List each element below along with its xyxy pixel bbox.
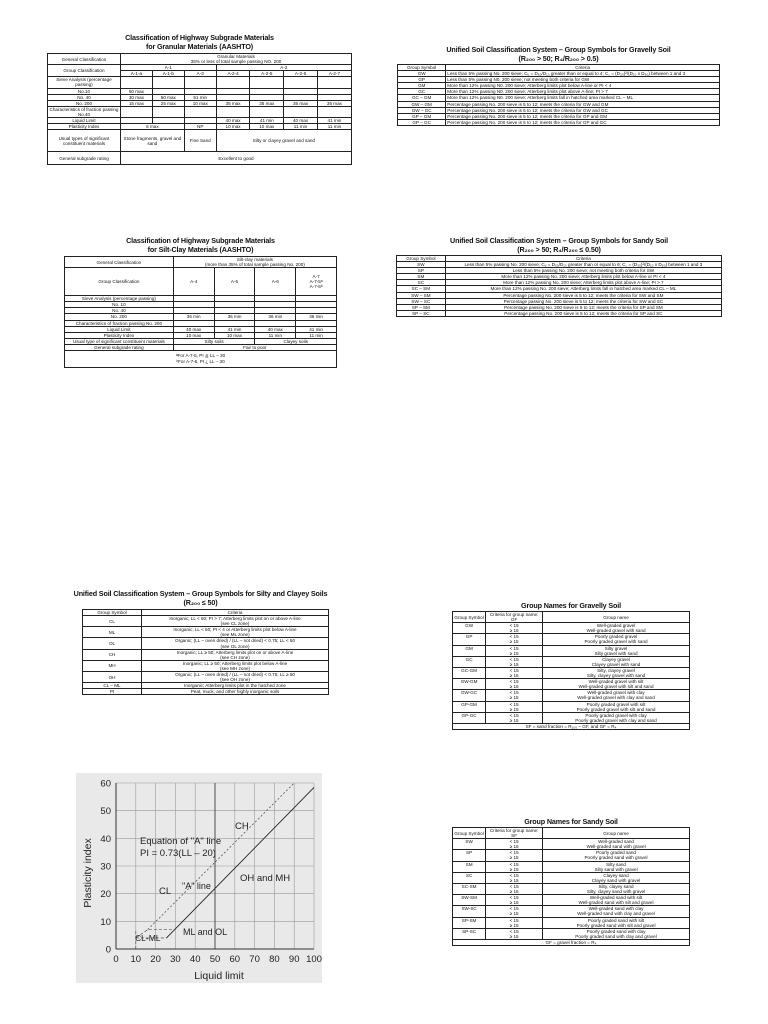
- table-siltclay-subtitle: for Silt-Clay Materials (AASHTO): [147, 245, 254, 254]
- header-cell: A-2-4: [216, 71, 250, 77]
- value-cell: 10 max: [250, 124, 284, 130]
- zone-oh-mh-label: OH and MH: [240, 873, 291, 884]
- table-row: Usual type of significant constituent materials Silty soils Clayey soils: [65, 338, 337, 344]
- header-cell: A-2-7: [317, 71, 351, 77]
- footnote-cell: [65, 351, 337, 368]
- table-row: GW-GC < 15 ≥ 15 Well-graded gravel with clay Well-graded gravel with clay and sand: [453, 690, 690, 701]
- header-cell: A-5: [214, 268, 255, 296]
- label-cell: No. 40: [48, 94, 121, 100]
- table-uscs-silty-clayey: [72, 589, 329, 695]
- table-row: [48, 130, 352, 152]
- table-row: GP – GC Percentage passing No. 200 sieve is 5 to 12; meets the criteria for GP and GC: [398, 119, 720, 125]
- value-cell: 50 max: [120, 88, 152, 94]
- table-row: GW Less than 5% passing No. 200 sieve; Cᵤ = D₆₀/D₁₀ greater than or equal to 4; C꜀ = (D₃₀)²/(D₁₀ x D₆₀) between 1 and 3: [398, 71, 720, 77]
- x-tick-label: 10: [130, 954, 142, 965]
- chart-ticks: [100, 779, 322, 966]
- table-row: GP – GM Percentage passing No. 200 sieve is 5 to 12; meets the criteria for GP and GM: [398, 113, 720, 119]
- table-row: SC < 15 ≥ 15 Clayey sand Clayey sand with gravel: [453, 872, 690, 883]
- header-cell: Group name: [543, 828, 690, 839]
- table-row: OH Organic; (LL – oven dried) / (LL – not dried) < 0.75; LL ≥ 50 (see OH zone): [83, 672, 329, 683]
- header-cell: Group Symbol: [398, 65, 446, 71]
- table-row: SW – SM Percentage passing No. 200 sieve is 5 to 12; meets the criteria for SW and SM: [397, 292, 722, 298]
- zone-ch-label: CH: [235, 821, 249, 832]
- table-granular-title: Classification of Highway Subgrade Materials: [125, 33, 274, 42]
- label-cell: Group Classification: [48, 65, 121, 77]
- label-cell: Sieve Analysis (percentage passing): [65, 296, 174, 302]
- table-row: SP Less than 5% passing No. 200 sieve; not meeting both criteria for SW: [397, 268, 722, 274]
- x-tick-label: 80: [269, 954, 280, 965]
- header-cell: A-3: [184, 71, 216, 77]
- table-row: Pt Peat, muck, and other highly inorganic soils: [83, 689, 329, 695]
- label-cell: General Classification: [48, 54, 121, 65]
- table-row: GC More than 12% passing N0. 200 sieve; Atterberg limits plot above A-line; PI > 7: [398, 89, 720, 95]
- value-cell: 35 max: [317, 100, 351, 106]
- table-row: CH Inorganic; LL ≥ 50; Atterberg limits plot on or above A-line (see CH zone): [83, 649, 329, 660]
- x-tick-label: 100: [306, 954, 322, 965]
- table-row: GW < 15 ≥ 15 Well-graded gravel Well-graded gravel with sand: [453, 623, 690, 634]
- header-cell: A-1: [120, 65, 216, 71]
- table-uscs-silty-subtitle: (R₂₀₀ ≤ 50): [183, 598, 218, 607]
- x-tick-label: 90: [288, 954, 300, 965]
- table-row: GC < 15 ≥ 15 Clayey gravel Clayey gravel with sand: [453, 656, 690, 667]
- header-cell: Criteria: [445, 256, 721, 262]
- header-cell: A-4: [173, 268, 214, 296]
- label-cell: Characteristics of fraction passing No.40: [48, 106, 121, 117]
- label-cell: Usual types of significant constituent materials: [48, 130, 121, 152]
- y-tick-label: 30: [100, 861, 111, 873]
- header-cell: A-1-b: [152, 71, 184, 77]
- value-cell: 10 max: [184, 100, 216, 106]
- siltclay-table: [64, 256, 337, 368]
- value-cell: 35 max: [216, 100, 250, 106]
- header-cell: A-2-5: [250, 71, 284, 77]
- zone-cl-ml-label: CL-ML: [135, 933, 161, 943]
- value-cell: 40 max: [216, 118, 250, 124]
- value-cell: 40 max: [284, 118, 318, 124]
- value-cell: 11 min: [317, 124, 351, 130]
- value-cell: 50 max: [152, 94, 184, 100]
- table-row: CL Inorganic; LL < 50; PI > 7; Atterberg limits plot on or above A-line (see CL zone): [83, 616, 329, 627]
- table-names-sandy: [452, 817, 690, 946]
- y-tick-label: 60: [100, 778, 111, 790]
- value-cell: Fine Sand: [184, 130, 216, 152]
- granular-table: [47, 53, 352, 165]
- label-cell: General Classification: [65, 257, 174, 268]
- header-cell: A-7 A-7-5ᵃ A-7-6ᵇ: [296, 268, 337, 296]
- y-tick-label: 40: [100, 833, 111, 845]
- table-row: SP – SC Percentage passing No. 200 sieve is 5 to 12; meets the criteria for SP and SC: [397, 310, 722, 316]
- table-siltclay-title: Classification of Highway Subgrade Materials: [126, 236, 275, 245]
- y-tick-label: 10: [100, 916, 111, 928]
- table-row: GM More than 12% passing N0. 200 sieve; Atterberg limits plot below A-line or PI < 4: [398, 83, 720, 89]
- table-row: GP-GM < 15 ≥ 15 Poorly graded gravel with silt Poorly graded gravel with silt and sand: [453, 701, 690, 712]
- table-uscs-silty-title: Unified Soil Classification System – Group Symbols for Silty and Clayey Soils: [73, 589, 328, 598]
- table-footnote: SF = sand fraction = R₂₀₀ – GF, and GF = R₄: [453, 723, 690, 729]
- header-cell: Group Symbol: [83, 610, 142, 616]
- label-cell: Sieve Analysis (percentage passing): [48, 77, 121, 88]
- x-tick-label: 70: [249, 954, 260, 965]
- header-cell: Group name: [543, 612, 690, 623]
- x-tick-label: 30: [170, 954, 181, 965]
- table-row: SW-SC < 15 ≥ 15 Well-graded sand with clay Well-graded sand with clay and gravel: [453, 906, 690, 917]
- table-row: SP-SM < 15 ≥ 15 Poorly graded sand with silt Poorly graded sand with silt and gravel: [453, 917, 690, 928]
- table-row: SP-SC < 15 ≥ 15 Poorly graded sand with clay Poorly graded sand with clay and gravel: [453, 928, 690, 939]
- table-uscs-gravelly-subtitle: (R₂₀₀ > 50; R₄/R₂₀₀ > 0.5): [518, 54, 599, 63]
- table-row: Liquid Limit 40 max 41 min 40 max 41 min: [65, 326, 337, 332]
- table-row: GC – GM More than 12% passing N0. 200 sieve; Atterberg limits fall in hatched area marked CL – ML: [398, 95, 720, 101]
- table-siltclay-aashto: [64, 236, 337, 368]
- table-row: Plasticity Index 10 max 10 max 11 min 11 min: [65, 332, 337, 338]
- table-footnote: GF = gravel fraction = R₄: [453, 939, 690, 945]
- header-cell: A-1-a: [120, 71, 152, 77]
- footnote-a: ᵃFor A-7-5, PI ≦ LL – 30: [175, 353, 226, 359]
- table-row: SM More than 12% passing No. 200 sieve; Atterberg limits plot below A-line or PI < 4: [397, 274, 722, 280]
- header-cell: Criteria for group name: SF: [486, 828, 543, 839]
- table-row: [48, 152, 352, 165]
- table-row: GW – GC Percentage passing No. 200 sieve is 5 to 12; meets the criteria for GW and GC: [398, 107, 720, 113]
- table-row: GW – GM Percentage passing No. 200 sieve is 5 to 12; meets the criteria for GW and GM: [398, 101, 720, 107]
- zone-ml-ol-label: ML and OL: [183, 927, 228, 937]
- header-cell: Criteria: [142, 610, 329, 616]
- table-row: SW – SC Percentage passing No. 200 sieve is 5 to 12; meets the criteria for SW and SC: [397, 298, 722, 304]
- label-cell: Liquid Limit: [48, 118, 121, 124]
- table-row: SP < 15 ≥ 15 Poorly graded sand Poorly graded sand with gravel: [453, 850, 690, 861]
- x-axis-label: Liquid limit: [194, 970, 244, 982]
- header-cell: Group Symbol: [453, 612, 486, 623]
- table-row: GP Less than 5% passing N0. 200 sieve; not meeting both criteria for GW: [398, 77, 720, 83]
- x-tick-label: 20: [150, 954, 161, 965]
- value-cell: 10 max: [216, 124, 250, 130]
- x-tick-label: 50: [209, 954, 221, 965]
- a-line: [166, 787, 314, 938]
- y-tick-label: 0: [105, 944, 111, 956]
- table-row: MH Inorganic; LL ≥ 50; Atterberg limits plot below A-line (see MH zone): [83, 660, 329, 671]
- table-row: SC-SM < 15 ≥ 15 Silty, clayey sand Silty, clayey sand with gravel: [453, 883, 690, 894]
- value-cell: 30 max: [120, 94, 152, 100]
- value-cell: NP: [184, 124, 216, 130]
- x-tick-label: 0: [113, 954, 119, 965]
- table-row: ML Inorganic; LL < 50; PI < 4 or Atterberg limits plot below A-line (see ML zone): [83, 627, 329, 638]
- value-cell: Silty or clayey gravel and sand: [216, 130, 351, 152]
- table-row: No. 200 36 min 36 min 36 min 36 min: [65, 314, 337, 320]
- value-cell: 11 min: [284, 124, 318, 130]
- names-gravelly-table: [452, 611, 690, 730]
- header-cell: Group Symbol: [453, 828, 486, 839]
- table-uscs-sandy-subtitle: (R₂₀₀ > 50; R₄/R₂₀₀ ≤ 0.50): [517, 245, 601, 254]
- table-row: GC-GM < 15 ≥ 15 Silty, clayey gravel Silty, clayey gravel with sand: [453, 667, 690, 678]
- plasticity-chart-svg: [76, 773, 322, 983]
- a-line-label: "A" line: [182, 881, 211, 891]
- value-cell: 25 max: [152, 100, 184, 106]
- table-row: GP-GC < 15 ≥ 15 Poorly graded gravel with clay Poorly graded gravel with clay and sand: [453, 712, 690, 723]
- y-tick-label: 20: [100, 889, 111, 901]
- a-line-equation: Equation of "A" line: [140, 836, 222, 847]
- label-cell: Usual type of significant constituent materials: [65, 338, 174, 344]
- uscs-silty-table: [82, 609, 329, 695]
- value-cell: 6 max: [120, 124, 184, 130]
- table-row: No. 40: [65, 308, 337, 314]
- table-row: SC More than 12% passing No. 200 sieve; Atterberg limits plot above A-line; PI > 7: [397, 280, 722, 286]
- value-cell: Silt-clay materials (more than 35% of total sample passing No. 200): [173, 257, 336, 268]
- header-cell: Criteria: [446, 65, 720, 71]
- uscs-sandy-table: [396, 255, 722, 317]
- footnote-b: ᵇFor A-7-6, PI ¿ LL – 30: [176, 359, 225, 365]
- value-cell: 41 min: [317, 118, 351, 124]
- label-cell: General subgrade rating: [48, 152, 121, 165]
- table-row: SW < 15 ≥ 15 Well-graded sand Well-graded sand with gravel: [453, 839, 690, 850]
- table-row: GW-GM < 15 ≥ 15 Well-graded gravel with silt Well-graded gravel with silt and sand: [453, 679, 690, 690]
- table-uscs-sandy: [396, 236, 722, 317]
- table-row: SC – SM More than 12% passing No. 200 sieve; Atterberg limits fall in hatched area marked CL – ML: [397, 286, 722, 292]
- table-uscs-gravelly-title: Unified Soil Classification System – Group Symbols for Gravelly Soil: [446, 45, 671, 54]
- y-tick-label: 50: [100, 806, 111, 818]
- table-row: No. 10: [65, 302, 337, 308]
- x-tick-label: 40: [189, 954, 201, 965]
- header-cell: Criteria for group name: GF: [486, 612, 543, 623]
- value-cell: Excellent to good: [120, 152, 351, 165]
- header-cell: A-2: [216, 65, 351, 71]
- table-granular-aashto: [47, 33, 352, 165]
- table-names-gravelly-title: Group Names for Gravelly Soil: [521, 601, 621, 610]
- table-row: SW Less than 5% passing No. 200 sieve; Cᵤ = D₆₀/D₁₀ greater than or equal to 6; C꜀ = (D₃₀)²/(D₁₀ x D₆₀) between 1 and 3: [397, 262, 722, 268]
- y-axis-label: Plasticity index: [82, 838, 94, 908]
- names-sandy-table: [452, 827, 690, 946]
- table-row: SM < 15 ≥ 15 Silty sand Silty sand with gravel: [453, 861, 690, 872]
- table-uscs-sandy-title: Unified Soil Classification System – Group Symbols for Sandy Soil: [450, 236, 668, 245]
- label-cell: No. 200: [48, 100, 121, 106]
- a-line-equation-formula: PI = 0.73(LL – 20): [140, 848, 216, 859]
- value-cell: 51 min: [184, 94, 216, 100]
- table-row: CL – ML Inorganic; Atterberg limits plot in the hatched zone: [83, 683, 329, 689]
- table-names-gravelly: [452, 601, 690, 730]
- plasticity-chart: [76, 773, 322, 983]
- value-cell: 15 max: [120, 100, 152, 106]
- table-row: SP – SM Percentage passing No. 200 sieve is 5 to 12; meets the criteria for SP and SM: [397, 304, 722, 310]
- table-row: [48, 124, 352, 130]
- value-cell: Stone fragments, gravel and sand: [120, 130, 184, 152]
- table-uscs-gravelly: [397, 45, 720, 126]
- uscs-gravelly-table: [397, 64, 720, 126]
- value-cell: 35 max: [250, 100, 284, 106]
- table-row: General subgrade rating Fair to poor: [65, 344, 337, 350]
- x-tick-label: 60: [229, 954, 241, 965]
- header-cell: A-6: [255, 268, 296, 296]
- table-row: GM < 15 ≥ 15 Silty gravel Silty gravel with sand: [453, 645, 690, 656]
- label-cell: No.10: [48, 88, 121, 94]
- value-cell: Granular Materials 35% or less of total sample passing NO. 200: [120, 54, 351, 65]
- label-cell: General subgrade rating: [65, 344, 174, 350]
- table-row: OL Organic; (LL – oven dried) / (LL – not dried) < 0.75; LL < 50 (see OL zone): [83, 638, 329, 649]
- zone-cl-label: CL: [159, 886, 172, 897]
- value-cell: 41 min: [250, 118, 284, 124]
- header-cell: A-2-6: [284, 71, 318, 77]
- table-granular-subtitle: for Granular Materials (AASHTO): [145, 42, 254, 51]
- label-cell: Group Classification: [65, 268, 174, 296]
- table-row: SW-SM < 15 ≥ 15 Well-graded sand with silt Well-graded sand with silt and gravel: [453, 895, 690, 906]
- label-cell: Plasticity Index: [48, 124, 121, 130]
- table-row: GP < 15 ≥ 15 Poorly graded gravel Poorly graded gravel with sand: [453, 634, 690, 645]
- value-cell: 35 max: [284, 100, 318, 106]
- header-cell: Group Symbol: [397, 256, 446, 262]
- label-cell: Characteristics of fraction passing No. 200: [65, 320, 174, 326]
- table-names-sandy-title: Group Names for Sandy Soil: [524, 817, 618, 826]
